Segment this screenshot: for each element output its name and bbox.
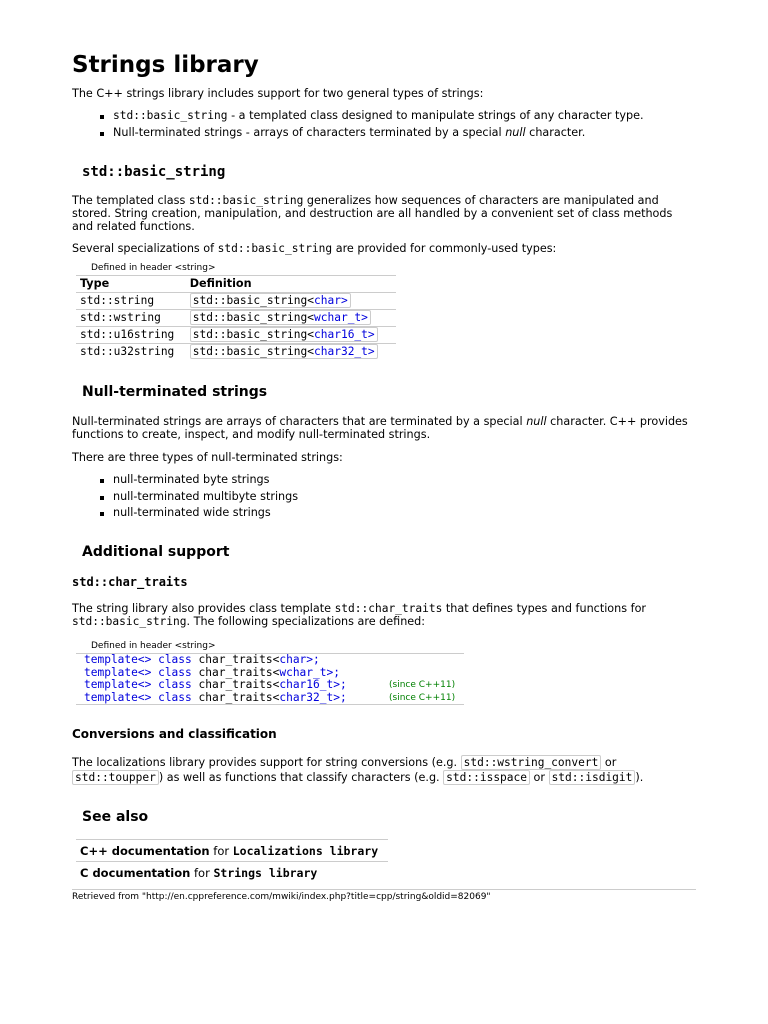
code-text: >; [306,653,320,666]
see-also-cell [76,840,388,862]
type-link[interactable]: char16_t [314,328,368,341]
code-text: char_traits< [191,665,280,679]
section-heading-additional-support: Additional support [82,544,230,560]
list-item [96,505,298,522]
intro-paragraph: The C++ strings library includes support for two general types of strings: [72,87,484,100]
wide-strings-link[interactable]: null-terminated wide strings [113,506,271,519]
byte-strings-link[interactable]: null-terminated byte strings [113,473,270,486]
conversions-paragraph [72,755,696,785]
list-item [96,108,644,125]
basic-string-link[interactable]: std::basic_string [217,242,333,255]
table-row [76,293,396,310]
def-text: std::basic_string< [192,311,315,324]
see-also-cell [76,862,388,884]
text: . The following specializations are defined: [186,615,426,628]
three-types-paragraph: There are three types of null-terminated strings: [72,451,343,464]
char-traits-code-block [76,653,464,705]
wstring-convert-link[interactable]: std::wstring_convert [461,755,602,770]
definition-cell [186,310,396,327]
type-link[interactable]: wchar_t [279,665,327,679]
basic-string-link[interactable]: std::basic_string [188,194,304,207]
localizations-library-link[interactable]: Localizations library [232,843,379,858]
definition-cell [186,327,396,344]
table-row [76,327,396,344]
type-cell[interactable]: std::wstring [76,310,186,327]
specializations-paragraph [72,242,696,255]
list-item [96,489,298,506]
text: generalizes how sequences of characters are manipulated and stored. String creation, manipulation, and destruction are all handled by a convenient set of class methods and related functions. [72,194,673,233]
multibyte-strings-link[interactable]: null-terminated multibyte strings [113,489,299,503]
type-link[interactable]: char16_t [279,678,334,691]
isspace-link[interactable]: std::isspace [443,770,530,785]
table-header-row [76,276,396,293]
basic-string-paragraph [72,194,696,233]
null-emphasis: null [505,125,526,139]
code-keyword: template<> class [84,678,192,691]
table-row [76,310,396,327]
definition-cell [186,344,396,361]
code-keyword: template<> class [84,690,192,704]
text: The templated class [72,194,189,207]
type-link[interactable]: wchar_t [314,311,362,324]
text: or [530,771,549,784]
code-text: char_traits< [191,690,280,704]
defined-in-header-note: Defined in header <string> [91,263,216,273]
def-text: > [367,345,375,358]
list-item [96,472,298,489]
since-badge: (since C++11) [389,680,456,690]
column-header-type: Type [76,276,186,293]
code-line [76,692,464,705]
null-terminated-list [96,472,298,522]
list-item-text: character. [525,125,586,139]
section-heading-null-terminated: Null-terminated strings [82,384,268,400]
intro-bullet-list [96,108,644,141]
def-text: std::basic_string< [192,328,315,341]
retrieved-from-footer: Retrieved from "http://en.cppreference.com/mwiki/index.php?title=cpp/string&oldid=82069" [72,889,696,902]
code-keyword: template<> class [84,653,192,666]
see-also-row [76,862,388,884]
definition-cell [186,293,396,310]
column-header-definition: Definition [186,276,396,293]
def-text: > [340,294,348,307]
text: for [190,865,214,880]
defined-in-header-note: Defined in header <string> [91,641,216,651]
toupper-link[interactable]: std::toupper [72,770,159,785]
see-also-row [76,840,388,862]
type-cell[interactable]: std::string [76,293,186,310]
table-row [76,344,396,361]
text: Null-terminated strings are arrays of characters that are terminated by a special [72,415,527,428]
code-text: >; [333,690,347,704]
code-keyword: template<> class [84,665,192,679]
page-title: Strings library [72,52,259,78]
text: ). [635,771,644,784]
c-documentation-link[interactable]: C documentation [80,865,191,880]
type-link[interactable]: char32_t [279,690,334,704]
code-text: >; [333,678,347,691]
text: for [209,843,233,858]
list-item-text: Null-terminated strings - arrays of characters terminated by a special [113,125,506,139]
char-traits-paragraph [72,602,696,628]
see-also-table [76,839,388,883]
def-text: std::basic_string< [192,294,315,307]
code-text: char_traits< [191,678,280,691]
isdigit-link[interactable]: std::isdigit [549,770,636,785]
def-text: std::basic_string< [192,345,315,358]
def-text: > [367,328,375,341]
string-types-table [76,275,396,360]
subheading-conversions: Conversions and classification [72,727,277,741]
code-text: >; [326,665,340,679]
basic-string-link[interactable]: std::basic_string [72,615,187,628]
list-item [96,125,644,142]
def-text: > [361,311,368,324]
type-link[interactable]: char32_t [314,345,368,358]
text: that defines types and functions for [442,602,647,615]
text: The localizations library provides support for string conversions (e.g. [72,756,461,769]
null-emphasis: null [526,415,547,428]
null-terminated-paragraph [72,415,696,441]
type-cell[interactable]: std::u32string [76,344,186,361]
type-cell[interactable]: std::u16string [76,327,186,344]
section-heading-basic-string: std::basic_string [82,164,226,180]
c-strings-library-link[interactable]: Strings library [213,865,318,880]
cpp-documentation-link[interactable]: C++ documentation [80,843,210,858]
since-badge: (since C++11) [389,692,456,703]
code-text: char_traits< [191,653,280,666]
text: are provided for commonly-used types: [332,242,557,255]
list-item-text: - a templated class designed to manipulate strings of any character type. [227,109,644,122]
type-link[interactable]: char [279,653,307,666]
text: ) as well as functions that classify characters (e.g. [158,771,444,784]
char-traits-link[interactable]: std::char_traits [334,602,443,615]
text: character. C++ provides functions to create, inspect, and modify null-terminated strings. [72,415,688,441]
subheading-char-traits: std::char_traits [72,575,188,589]
section-heading-see-also: See also [82,809,149,825]
basic-string-link[interactable]: std::basic_string [113,109,228,122]
type-link[interactable]: char [314,294,341,307]
text: Several specializations of [72,242,218,255]
text: or [601,756,617,769]
text: The string library also provides class template [72,602,335,615]
